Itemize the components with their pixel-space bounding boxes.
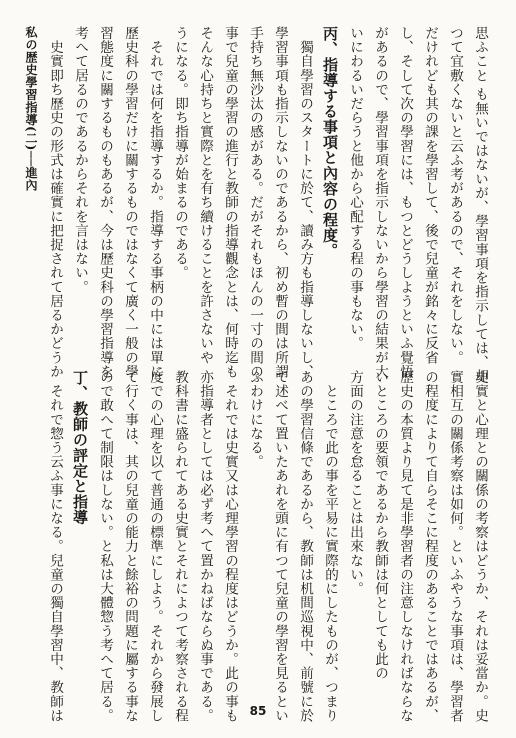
text-line: うになる。即ち指導が始まるのである。 (172, 26, 188, 280)
running-head: 私の歴史學習指導(二)──進內 (24, 26, 38, 192)
text-line: て述べて置いたあれを頭に有つて兒童の學習を見るとい (272, 370, 288, 723)
text-line: そんな心持ちと實際とを有ち續けることを許さないや (197, 26, 213, 365)
text-line: 教科書に盛られてある史實とそれによつて考察される程 (172, 370, 188, 723)
text-line: 事で兒童の學習の進行と教師の指導觀念とは、何時迄も (222, 26, 238, 379)
text-line: 史實と心理との關係の考察はどうか、それは妥當か。史 (472, 370, 488, 723)
text-line: 亦指導者としては必ず考へて置かねばならぬ事である。 (197, 370, 213, 723)
text-line: ところで此の事を平易に實際的にしたものが、つまり (322, 370, 338, 723)
text-line: いにわるいだらうと他から心配する程の事もない。 (347, 26, 363, 351)
text-line: ふわけになる。 (247, 370, 263, 469)
page-number: 85 (249, 704, 267, 718)
text-line: いところの要領であるから教師は何としても此の (372, 370, 388, 681)
text-line: 度での心理を以て普通の標準にしよう。それから發展し (147, 370, 163, 723)
text-line: 手持ち無沙汰の感がある。だがそれもほんの一寸の間の (247, 26, 263, 379)
text-line: あの學習信條であるから、教師は机間巡視中、前號に於 (297, 370, 313, 723)
upper-text-block (47, 26, 492, 384)
text-line: ので敢へて制限はしない。と私は大體惣う考へて居る。 (97, 370, 113, 723)
text-line: て行く事は、其の兒童の能力と餘裕の問題に屬する事な (122, 370, 138, 723)
text-line: それでは何を指導するか。指導する事柄の中には單に (147, 26, 163, 379)
text-line: それで惣う云ふ事になる。兒童の獨自學習中、教師は (47, 370, 63, 723)
text-line: 方面の注意を怠ることは出來ない。 (347, 370, 363, 596)
text-line: それでは史實又は心理學習の程度はどうか。此の事も (222, 370, 238, 723)
text-line: だけれども其の課を學習して、後で兒童が銘々に反省 (422, 26, 438, 365)
text-line: 學習事項も指示しないのであるから、初め暫の間は所謂 (272, 26, 288, 379)
text-line: 考へて居るのであるからそれを言はない。 (72, 26, 88, 294)
text-line: 歷史の本質より見て是非學習者の注意しなければならな (397, 370, 413, 723)
text-line: 歷史科の學習だけに關するものではなくて廣く一般の學 (122, 26, 138, 379)
text-line: の程度によりて自らそこに程度のあることではあるが、 (422, 370, 438, 723)
section-heading: 丁、教師の評定と指導 (71, 370, 89, 525)
section-heading: 丙、指導する事項と內容の程度。 (321, 26, 339, 259)
text-line: 思ふこと も無いではないが、學習事項を指示しては、却 (472, 26, 488, 384)
text-line: 史實即ち歷史の形式は確實に把捉されて居るかどうか (47, 26, 63, 379)
text-line: 實相互の關係考察は如何。といふやうな事項は、學習者 (447, 370, 463, 723)
text-line: があるので、學習事項を指示しないから學習の結果が大 (372, 26, 388, 379)
text-line: 習態度に關するものもあるが、今は歷史科の學習指導を (97, 26, 113, 379)
text-line: 獨自學習のスタートに於て、讀み方も指導しないし、 (297, 26, 313, 379)
text-line: つて宜敷くないと云ふ考があるので、それをしない。 (447, 26, 463, 365)
text-line: し、そして次の學習には、もつとどうしようといふ覺悟 (397, 26, 413, 379)
